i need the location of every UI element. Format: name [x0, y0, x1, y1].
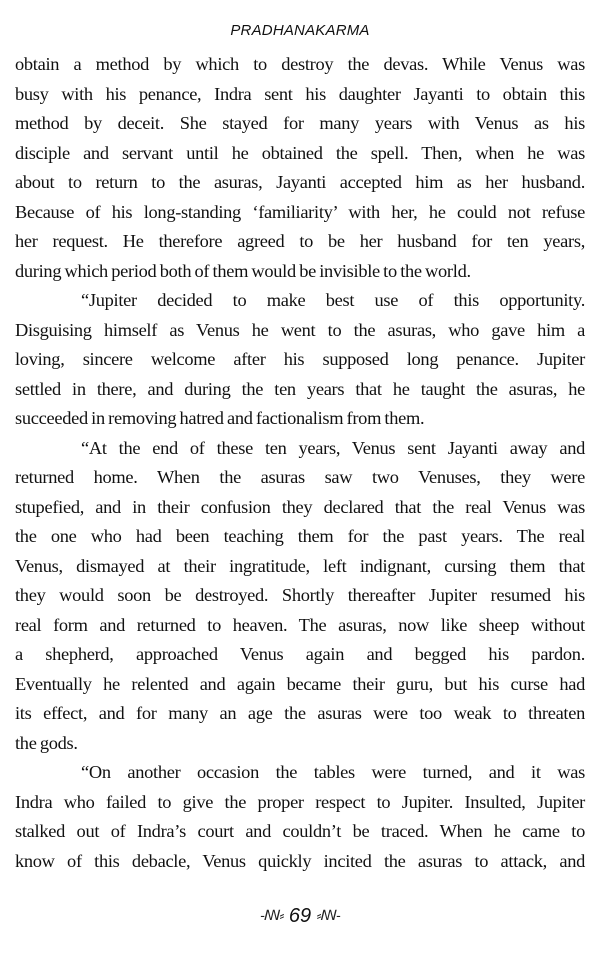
text-line: Because of his long-standing ‘familiarity’ with her, he could not refuse: [15, 201, 585, 222]
text-line: about to return to the asuras, Jayanti accepted him as her husband.: [15, 172, 585, 192]
text-line: the one who had been teaching them for the past years. The real: [15, 526, 585, 546]
text-line: busy with his penance, Indra sent his daughter Jayanti to obtain this: [15, 83, 585, 104]
text-line: Indra who failed to give the proper respect to Jupiter. Insulted, Jupiter: [15, 791, 585, 812]
text-line: its effect, and for many an age the asuras were too weak to threaten: [15, 703, 585, 723]
text-line: a shepherd, approached Venus again and begged his pardon.: [15, 644, 585, 664]
paragraph: [15, 286, 585, 434]
text-line: settled in there, and during the ten years that he taught the asuras, he: [15, 378, 585, 399]
text-line: method by deceit. She stayed for many years with Venus as his: [15, 113, 585, 133]
text-line: “On another occasion the tables were turned, and it was: [81, 762, 585, 782]
text-line: obtain a method by which to destroy the devas. While Venus was: [15, 54, 585, 74]
text-line: they would soon be destroyed. Shortly thereafter Jupiter resumed his: [15, 585, 585, 605]
text-line: the gods.: [15, 732, 78, 753]
paragraph: [15, 50, 585, 286]
text-line: “Jupiter decided to make best use of this opportunity.: [81, 290, 585, 310]
ornament-right-icon: ⸗ꟿ-: [316, 907, 340, 923]
text-line: Venus, dismayed at their ingratitude, left indignant, cursing them that: [15, 555, 585, 576]
running-header: PRADHANAKARMA: [230, 22, 370, 39]
text-line: real form and returned to heaven. The asuras, now like sheep without: [15, 614, 585, 635]
page-footer: [0, 902, 600, 928]
paragraph: [15, 758, 585, 876]
text-line: “At the end of these ten years, Venus sent Jayanti away and: [81, 437, 585, 458]
text-line: Disguising himself as Venus he went to the asuras, who gave him a: [15, 319, 585, 340]
text-line: Eventually he relented and again became their guru, but his curse had: [15, 673, 585, 694]
page-number: 69: [288, 905, 312, 927]
text-line: loving, sincere welcome after his supposed long penance. Jupiter: [15, 349, 585, 369]
text-line: stupefied, and in their confusion they declared that the real Venus was: [15, 496, 585, 517]
text-line: during which period both of them would be invisible to the world.: [15, 260, 471, 281]
text-line: disciple and servant until he obtained the spell. Then, when he was: [15, 142, 585, 163]
text-line: know of this debacle, Venus quickly incited the asuras to attack, and: [15, 850, 585, 871]
text-line: her request. He therefore agreed to be her husband for ten years,: [15, 231, 585, 251]
text-line: stalked out of Indra’s court and couldn’t be traced. When he came to: [15, 821, 585, 841]
paragraph: [15, 434, 585, 759]
text-line: returned home. When the asuras saw two Venuses, they were: [15, 467, 585, 487]
text-line: succeeded in removing hatred and factionalism from them.: [15, 408, 425, 428]
ornament-left-icon: -ꟿ⸗: [260, 907, 284, 923]
page-body: [15, 50, 585, 876]
